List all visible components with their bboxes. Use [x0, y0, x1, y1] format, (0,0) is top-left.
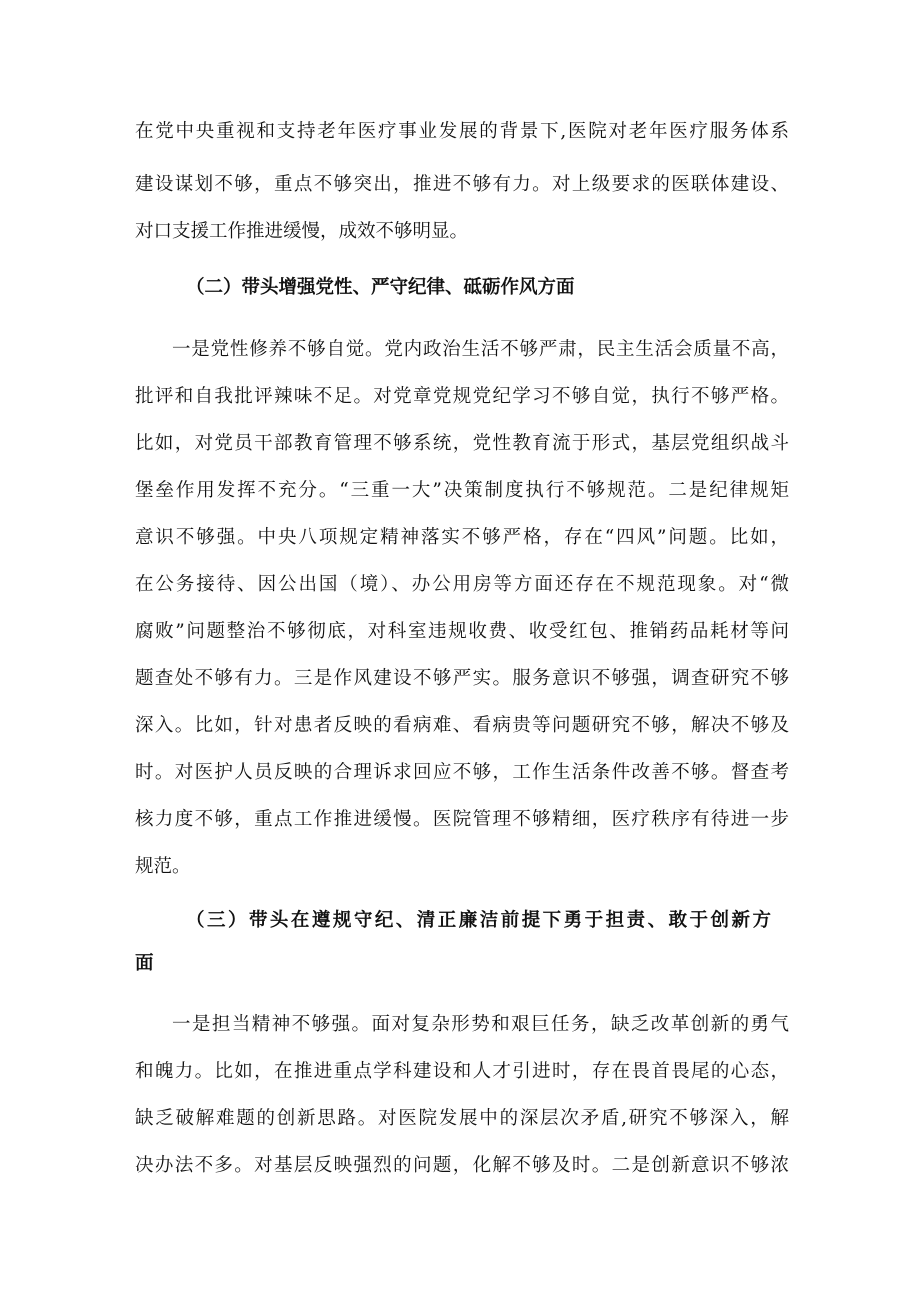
paragraph-line: 腐败”问题整治不够彻底，对科室违规收费、收受红包、推销药品耗材等问 — [135, 621, 789, 642]
paragraph-line: 规范。 — [135, 856, 191, 877]
paragraph-line: 在党中央重视和支持老年医疗事业发展的背景下,医院对老年医疗服务体系 — [135, 121, 789, 142]
paragraph-line: 建设谋划不够，重点不够突出，推进不够有力。对上级要求的医联体建设、 — [135, 174, 789, 195]
paragraph-line: 深入。比如，针对患者反映的看病难、看病贵等问题研究不够，解决不够及 — [135, 715, 789, 736]
section-heading-3-continued: 面 — [135, 953, 154, 974]
paragraph-line: 和魄力。比如，在推进重点学科建设和人才引进时，存在畏首畏尾的心态， — [135, 1061, 789, 1082]
paragraph-line: 缺乏破解难题的创新思路。对医院发展中的深层次矛盾,研究不够深入，解 — [135, 1108, 789, 1129]
section-heading-2: （二）带头增强党性、严守纪律、砥砺作风方面 — [186, 277, 575, 298]
paragraph-line: 题查处不够有力。三是作风建设不够严实。服务意识不够强，调查研究不够 — [135, 668, 789, 689]
paragraph-line: 批评和自我批评辣味不足。对党章党规党纪学习不够自觉，执行不够严格。 — [135, 386, 789, 407]
paragraph-line: 比如，对党员干部教育管理不够系统，党性教育流于形式，基层党组织战斗 — [135, 433, 789, 454]
paragraph-line: 堡垒作用发挥不充分。“三重一大”决策制度执行不够规范。二是纪律规矩 — [135, 480, 789, 501]
paragraph-line: 对口支援工作推进缓慢，成效不够明显。 — [135, 221, 469, 242]
paragraph-line: 决办法不多。对基层反映强烈的问题，化解不够及时。二是创新意识不够浓 — [135, 1155, 789, 1176]
paragraph-line: 意识不够强。中央八项规定精神落实不够严格，存在“四风”问题。比如， — [135, 527, 789, 548]
paragraph-line: 在公务接待、因公出国（境）、办公用房等方面还存在不规范现象。对“微 — [135, 574, 789, 595]
paragraph-line: 时。对医护人员反映的合理诉求回应不够，工作生活条件改善不够。督查考 — [135, 762, 789, 783]
paragraph-line: 一是担当精神不够强。面对复杂形势和艰巨任务，缺乏改革创新的勇气 — [172, 1014, 789, 1035]
paragraph-line: 一是党性修养不够自觉。党内政治生活不够严肃，民主生活会质量不高， — [172, 339, 789, 360]
paragraph-line: 核力度不够，重点工作推进缓慢。医院管理不够精细，医疗秩序有待进一步 — [135, 809, 789, 830]
section-heading-3: （三）带头在遵规守纪、清正廉洁前提下勇于担责、敢于创新方 — [186, 910, 771, 931]
